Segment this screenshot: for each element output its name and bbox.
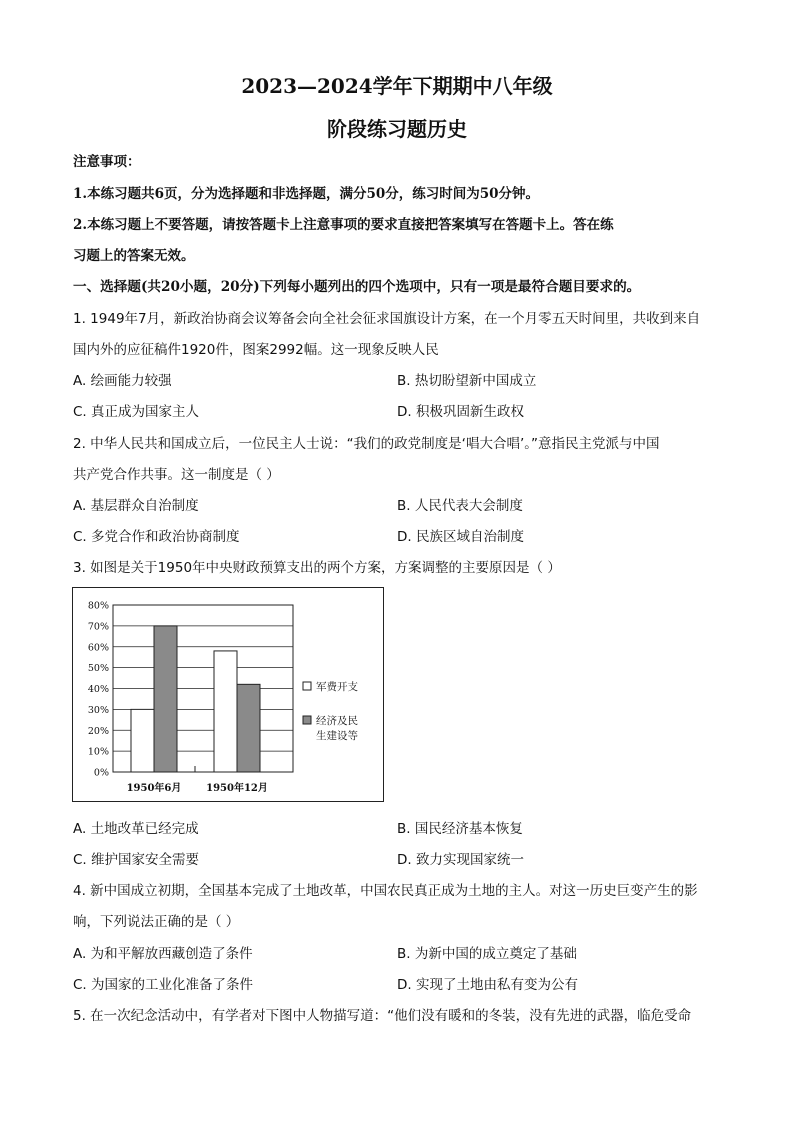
y-tick-label: 30% [87, 704, 109, 716]
legend-label-military: 军费开支 [316, 681, 358, 693]
bar-economic-1 [154, 626, 177, 772]
question-1-option-c: C. 真正成为国家主人 [73, 404, 200, 420]
exam-title: 2023—2024学年下期期中八年级 [241, 74, 553, 98]
legend-swatch-economic [303, 716, 311, 724]
question-4-option-b: B. 为新中国的成立奠定了基础 [397, 946, 577, 962]
question-4-option-c: C. 为国家的工业化准备了条件 [73, 977, 254, 993]
question-1-option-a: A. 绘画能力较强 [73, 373, 172, 389]
budget-bar-chart [73, 588, 382, 800]
legend-label-economic-cont: 生建设等 [316, 730, 358, 742]
y-tick-label: 50% [87, 663, 109, 675]
y-tick-label: 20% [87, 725, 109, 737]
notes-item-1: 1.本练习题共6页，分为选择题和非选择题，满分50分，练习时间为50分钟。 [73, 186, 540, 202]
question-3-stem: 3. 如图是关于1950年中央财政预算支出的两个方案，方案调整的主要原因是（ ） [73, 560, 561, 576]
question-1-stem: 1. 1949年7月，新政治协商会议筹备会向全社会征求国旗设计方案，在一个月零五天时间里，共收到来自 [73, 311, 701, 327]
legend-swatch-military [303, 682, 311, 690]
question-2-stem: 2. 中华人民共和国成立后，一位民主人士说：“我们的政党制度是‘唱大合唱’。”意指民主党派与中国 [73, 436, 660, 452]
budget-chart-frame [72, 587, 384, 802]
y-tick-label: 70% [87, 621, 109, 633]
question-3-option-a: A. 土地改革已经完成 [73, 821, 199, 837]
question-2-option-c: C. 多党合作和政治协商制度 [73, 529, 240, 545]
question-1-option-b: B. 热切盼望新中国成立 [397, 373, 537, 389]
y-tick-label: 40% [87, 684, 109, 695]
bar-military-2 [214, 651, 237, 772]
x-tick-label: 1950年6月 [126, 783, 182, 794]
question-2-option-a: A. 基层群众自治制度 [73, 498, 199, 514]
question-3-option-c: C. 维护国家安全需要 [73, 852, 200, 868]
question-4-stem-cont: 响，下列说法正确的是（ ） [73, 914, 240, 930]
question-3-option-d: D. 致力实现国家统一 [397, 852, 524, 868]
y-tick-label: 80% [87, 600, 109, 612]
question-5-stem: 5. 在一次纪念活动中，有学者对下图中人物描写道：“他们没有暖和的冬装，没有先进的武器，临危受命 [73, 1008, 692, 1024]
y-tick-label: 0% [93, 767, 109, 779]
bar-military-1 [131, 709, 154, 772]
notes-item-2-cont: 习题上的答案无效。 [73, 248, 195, 264]
bar-economic-2 [237, 684, 260, 772]
y-tick-label: 10% [87, 746, 109, 758]
question-2-option-b: B. 人民代表大会制度 [397, 498, 523, 514]
y-tick-label: 60% [87, 642, 109, 654]
section-heading: 一、选择题(共20小题，20分)下列每小题列出的四个选项中，只有一项是最符合题目要求的。 [73, 279, 641, 295]
notes-heading: 注意事项： [73, 154, 141, 170]
question-4-option-a: A. 为和平解放西藏创造了条件 [73, 946, 253, 962]
notes-item-2: 2.本练习题上不要答题，请按答题卡上注意事项的要求直接把答案填写在答题卡上。答在练 [73, 217, 614, 233]
x-tick-label: 1950年12月 [206, 783, 268, 794]
question-1-option-d: D. 积极巩固新生政权 [397, 404, 524, 420]
legend-label-economic: 经济及民 [316, 715, 358, 727]
question-4-stem: 4. 新中国成立初期，全国基本完成了土地改革，中国农民真正成为土地的主人。对这一历史巨变产生的影 [73, 883, 698, 899]
question-3-option-b: B. 国民经济基本恢复 [397, 821, 523, 837]
question-2-option-d: D. 民族区域自治制度 [397, 529, 524, 545]
question-2-stem-cont: 共产党合作共事。这一制度是（ ） [73, 467, 280, 483]
question-1-stem-cont: 国内外的应征稿件1920件，图案2992幅。这一现象反映人民 [73, 342, 439, 358]
question-4-option-d: D. 实现了土地由私有变为公有 [397, 977, 578, 993]
exam-subtitle: 阶段练习题历史 [327, 117, 467, 141]
